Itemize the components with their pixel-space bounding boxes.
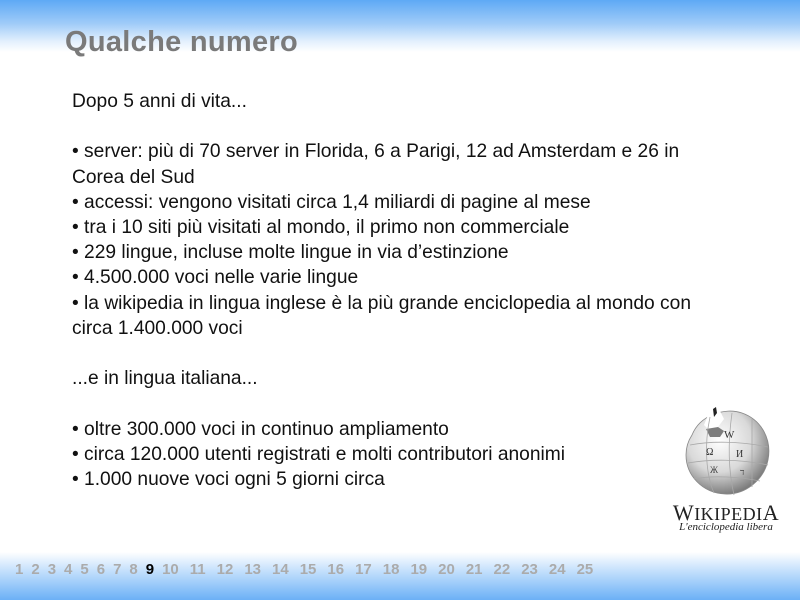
svg-text:И: И [736, 449, 744, 460]
page-link-6[interactable]: 6 [96, 561, 106, 578]
svg-text:Ж: Ж [710, 465, 719, 475]
bullet-it-users: • circa 120.000 utenti registrati e molti contributori anonimi [72, 443, 566, 465]
page-link-17[interactable]: 17 [355, 561, 372, 578]
page-link-current[interactable]: 9 [145, 561, 155, 578]
page-link-18[interactable]: 18 [382, 561, 400, 578]
page-link-4[interactable]: 4 [64, 561, 73, 578]
page-link-20[interactable]: 20 [438, 561, 455, 578]
bullet-english: • la wikipedia in lingua inglese è la più grande enciclopedia al mondo con circa 1.400.000 voci [72, 292, 691, 339]
page-link-11[interactable]: 11 [189, 561, 206, 578]
page-link-13[interactable]: 13 [244, 561, 262, 578]
slide-pager [15, 561, 604, 578]
page-link-22[interactable]: 22 [493, 561, 511, 578]
page-link-5[interactable]: 5 [80, 561, 89, 578]
intro-text: Dopo 5 anni di vita... [72, 91, 247, 112]
wikipedia-tagline: L'enciclopedia libera [679, 521, 773, 533]
page-link-24[interactable]: 24 [548, 561, 566, 578]
page-link-8[interactable]: 8 [129, 561, 138, 578]
page-link-3[interactable]: 3 [47, 561, 57, 578]
wordmark-mid: IKIPEDI [694, 504, 763, 524]
page-link-19[interactable]: 19 [410, 561, 428, 578]
slide-body [72, 89, 712, 492]
wordmark-last: A [762, 500, 780, 525]
bullet-it-new: • 1.000 nuove voci ogni 5 giorni circa [72, 469, 385, 490]
wikipedia-logo [670, 400, 790, 540]
spacer [72, 391, 712, 416]
page-link-23[interactable]: 23 [521, 561, 538, 578]
page-link-16[interactable]: 16 [327, 561, 345, 578]
page-link-14[interactable]: 14 [272, 561, 289, 578]
bullet-servers: • server: più di 70 server in Florida, 6 a Parigi, 12 ad Amsterdam e 26 in Corea del Sud [72, 141, 680, 188]
slide-title: Qualche numero [65, 26, 299, 58]
wikipedia-puzzle-globe-icon [680, 405, 774, 497]
page-link-12[interactable]: 12 [216, 561, 234, 578]
page-link-2[interactable]: 2 [31, 561, 40, 578]
bullet-languages: • 229 lingue, incluse molte lingue in via d’estinzione [72, 242, 509, 264]
italian-intro-text: ...e in lingua italiana... [72, 368, 258, 390]
page-link-7[interactable]: 7 [113, 561, 122, 578]
bullet-it-articles: • oltre 300.000 voci in continuo ampliamento [72, 418, 449, 440]
page-link-10[interactable]: 10 [162, 561, 179, 578]
svg-text:ד: ד [740, 467, 745, 477]
bullet-accessi: • accessi: vengono visitati circa 1,4 miliardi di pagine al mese [72, 191, 591, 213]
bullet-top-sites: • tra i 10 siti più visitati al mondo, il primo non commerciale [72, 217, 570, 238]
page-link-25[interactable]: 25 [576, 561, 594, 578]
svg-text:W: W [724, 429, 735, 441]
page-link-15[interactable]: 15 [299, 561, 317, 578]
spacer [72, 341, 712, 366]
page-link-21[interactable]: 21 [465, 561, 483, 578]
page-link-1[interactable]: 1 [15, 561, 24, 578]
wordmark-first: W [672, 500, 695, 525]
svg-text:Ω: Ω [706, 447, 714, 458]
bullet-articles: • 4.500.000 voci nelle varie lingue [72, 267, 359, 289]
spacer [72, 114, 712, 139]
